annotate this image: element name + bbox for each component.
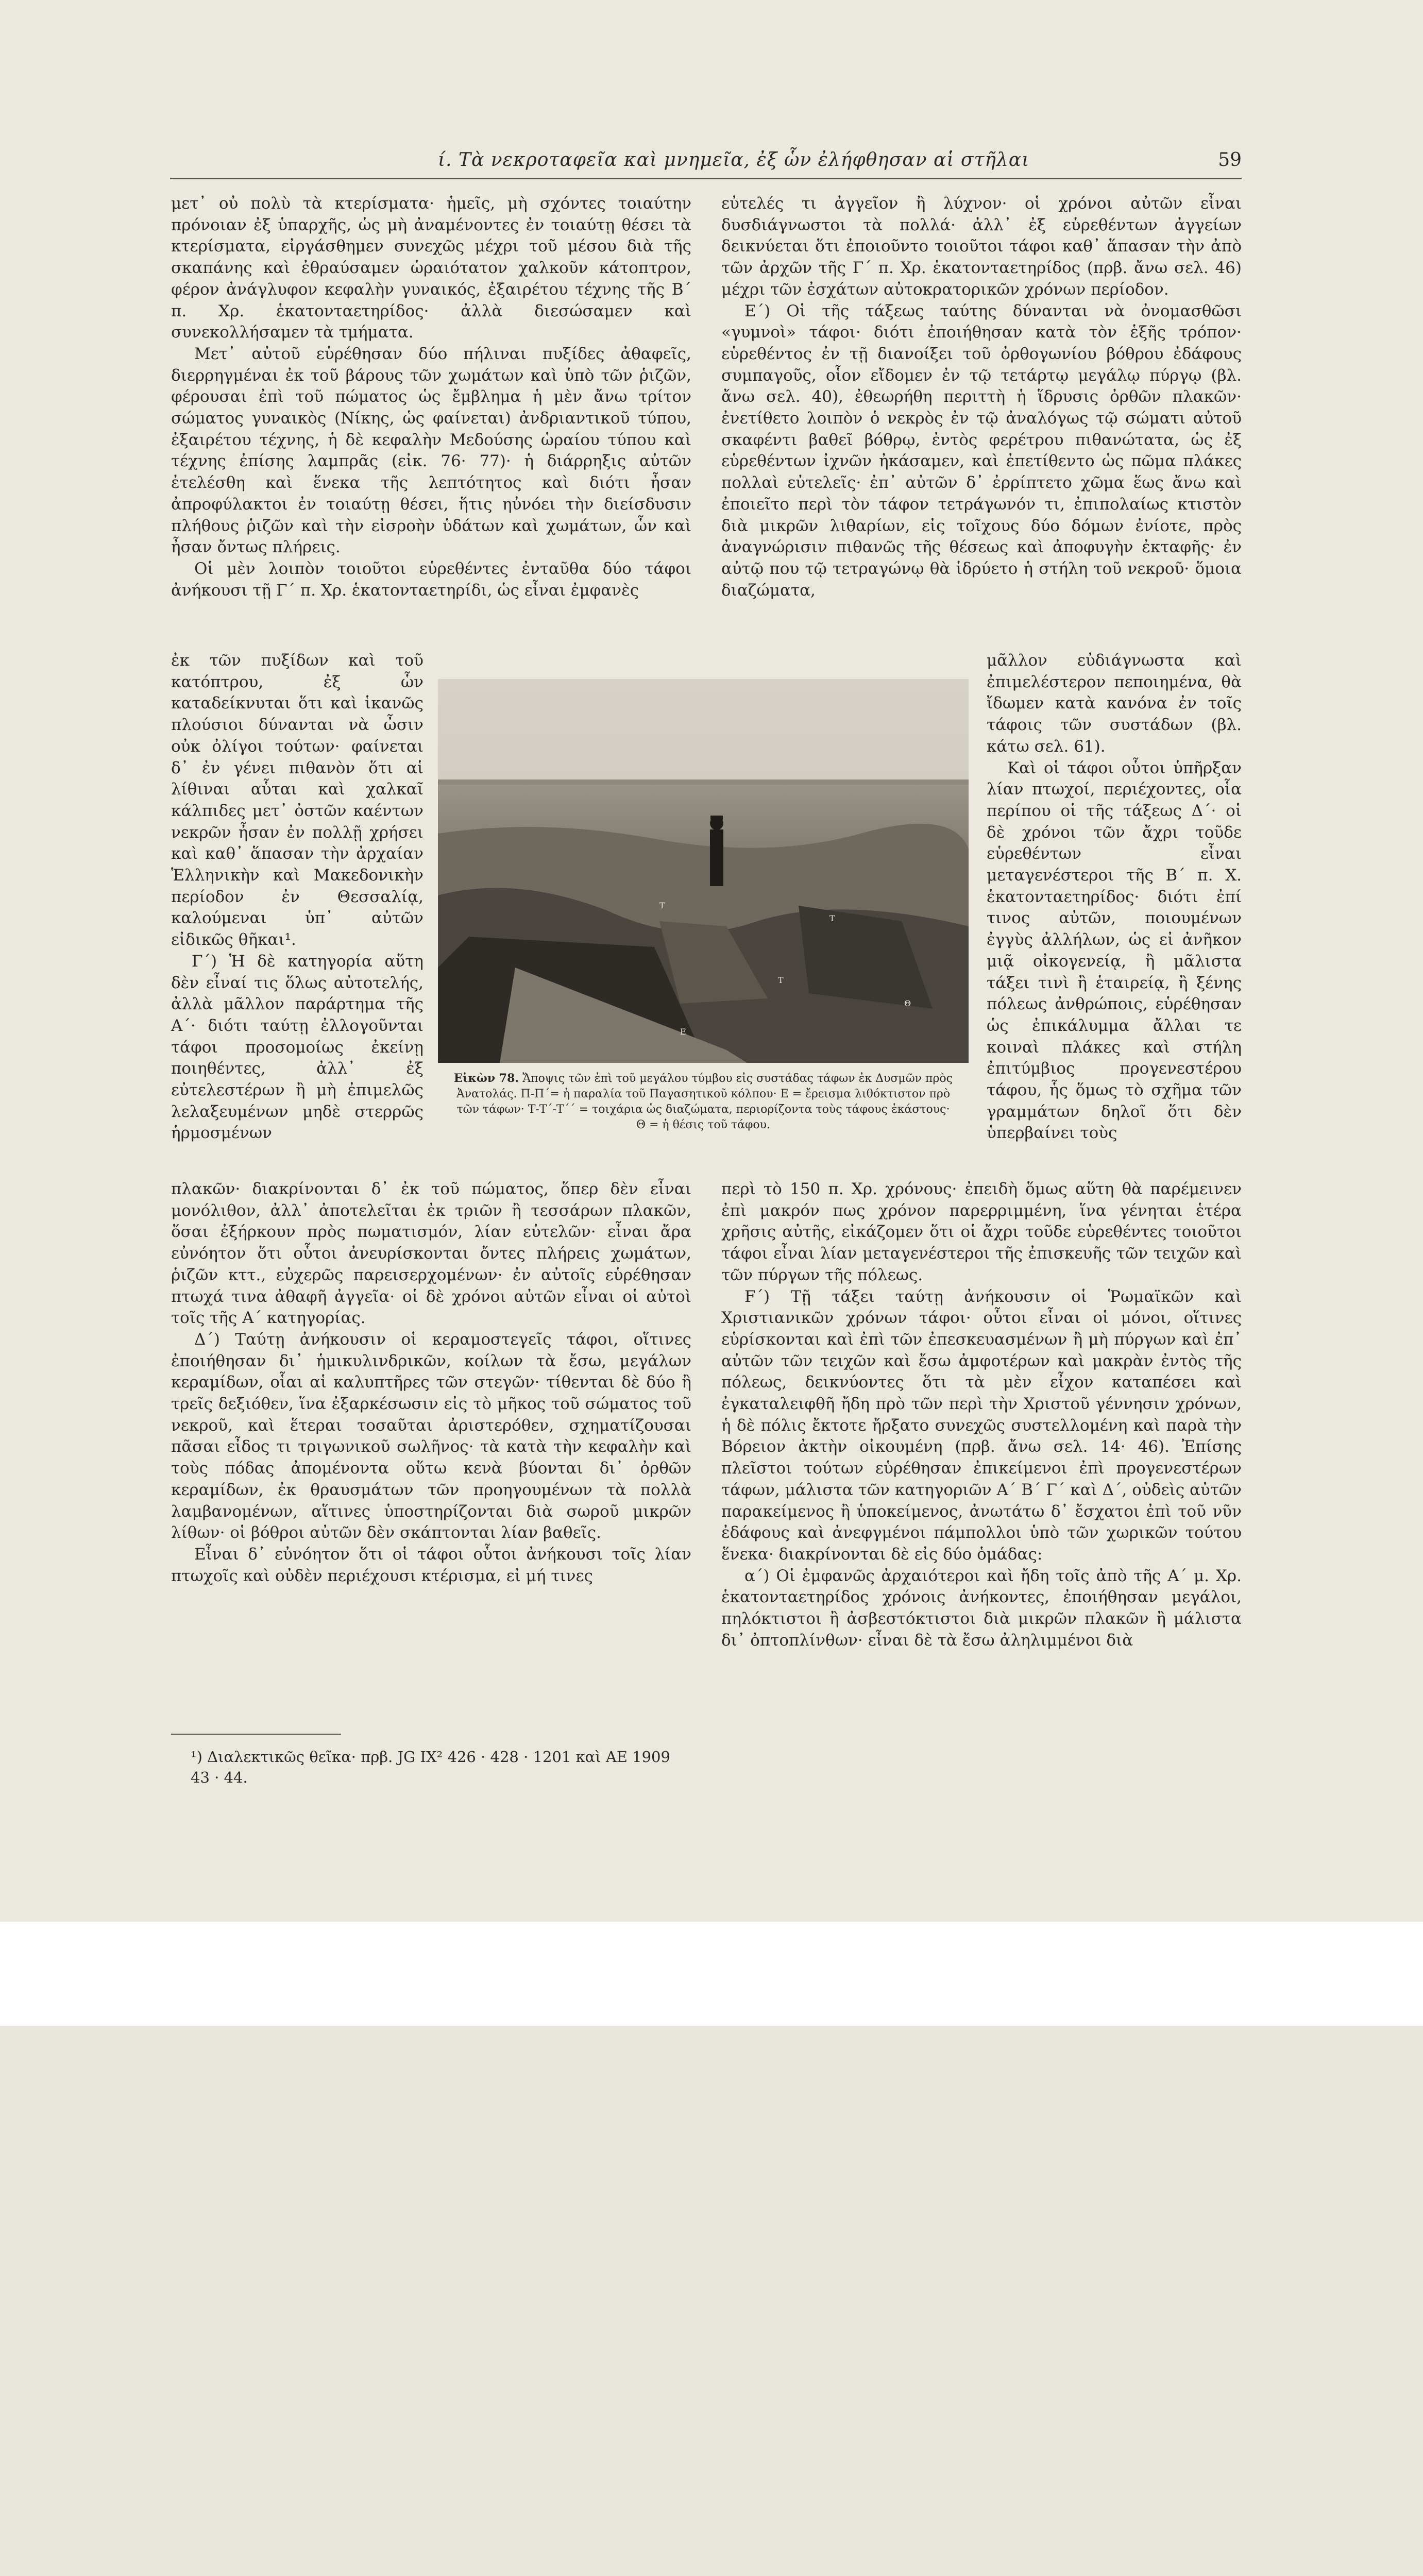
figure-caption bbox=[453, 1071, 953, 1133]
photo-mark: Θ bbox=[904, 998, 911, 1008]
paragraph: περὶ τὸ 150 π. Χρ. χρόνους· ἐπειδὴ ὅμως αὕτη θὰ παρέμεινεν ἐπὶ μακρόν πως χρόνον παρερριμμένη, ἵνα γένηται ἑτέρα χρῆσις αὐτῆς, εἰκάζομεν ὅτι οἱ ἄχρι τοῦδε εὑρεθέντες τοιοῦτοι τάφοι εἶναι λίαν μεταγενέστεροι τῆς ἐπισκευῆς τῶν τειχῶν καὶ τῶν πύργων τῆς πόλεως. bbox=[721, 1180, 1242, 1284]
paragraph: μᾶλλον εὐδιάγνωστα καὶ ἐπιμελέστερον πεποιημένα, θὰ ἴδωμεν κατὰ κανόνα ἐν τοῖς τάφοις τῶν συστάδων (βλ. κάτω σελ. 61). bbox=[987, 651, 1242, 756]
paragraph: Μετ᾽ αὐτοῦ εὑρέθησαν δύο πήλιναι πυξίδες ἀθαφεῖς, διερρηγμέναι ἐκ τοῦ βάρους τῶν χωμάτων καὶ ὑπὸ τῶν ῥιζῶν, φέρουσαι ἐπὶ τοῦ πώματος ὡς ἔμβλημα ἡ μὲν ἄνω τρίτον σώματος γυναικὸς (Νίκης, ὡς φαίνεται) ἀνδριαντικοῦ τύπου, ἐξαιρέτου τέχνης, ἡ δὲ κεφαλὴν Μεδούσης ὡραίου τύπου καὶ τέχνης ἐπίσης λαμπρᾶς (εἰκ. 76· 77)· ἡ διάρρηξις αὐτῶν ἐτελέσθη καὶ ἕνεκα τῆς λεπτότητος καὶ διότι ἦσαν ἀπροφύλακτοι ἐν τοιαύτῃ θέσει, ἥτις ηὐνόει τὴν διείσδυσιν πλήθους ῥιζῶν καὶ τὴν εἰσροὴν ὑδάτων καὶ χωμάτων, ὧν καὶ ἦσαν ὄντως πλήρεις. bbox=[171, 344, 691, 557]
paragraph: Δ΄) Ταύτῃ ἀνήκουσιν οἱ κεραμοστεγεῖς τάφοι, οἵτινες ἐποιήθησαν δι᾽ ἡμικυλινδρικῶν, κοίλων τὰ ἔσω, μεγάλων κεραμίδων, οἷαι αἱ καλυπτῆρες τῶν στεγῶν· τίθενται δὲ δύο ἢ τρεῖς δεξιόθεν, ἵνα ἐξαρκέσωσιν εἰς τὸ μῆκος τοῦ σώματος τοῦ νεκροῦ, καὶ ἕτεραι τοσαῦται ἀριστερόθεν, σχηματίζουσαι πᾶσαι εἶδος τι τριγωνικοῦ σωλῆνος· τὰ κατὰ τὴν κεφαλὴν καὶ τοὺς πόδας ἀπομένοντα οὕτω κενὰ βύονται δι᾽ ὀρθῶν κεραμίδων, ἐκ θραυσμάτων τῶν προηγουμένων τὰ πολλὰ λαμβανομένων, αἵτινες ὑποστηρίζονται διὰ σωροῦ μικρῶν λίθων· οἱ βόθροι αὐτῶν δὲν σκάπτονται λίαν βαθεῖς. bbox=[171, 1330, 691, 1543]
paragraph: Ε΄) Οἱ τῆς τάξεως ταύτης δύνανται νὰ ὀνομασθῶσι «γυμνοὶ» τάφοι· διότι ἐποιήθησαν κατὰ τὸν ἑξῆς τρόπον· εὑρεθέντος ἐν τῇ διανοίξει τοῦ ὀρθογωνίου βόθρου ἐδάφους συμπαγοῦς, οἷον εἴδομεν ἐν τῷ τετάρτῳ μεγάλῳ πύργῳ (βλ. ἄνω σελ. 40), ἐθεωρήθη περιττὴ ἡ ἵδρυσις ὀρθῶν πλακῶν· ἐνετίθετο λοιπὸν ὁ νεκρὸς ἐν τῷ ἀναλόγως τῷ σώματι αὐτοῦ σκαφέντι βαθεῖ βόθρῳ, ἐντὸς φερέτρου πιθανώτατα, ὡς ἐξ εὑρεθέντων ἰχνῶν ἠκάσαμεν, καὶ ἐπετίθεντο ὡς πῶμα πλάκες πολλαὶ εὐτελεῖς· ἐπ᾽ αὐτῶν δ᾽ ἐρρίπτετο χῶμα ἕως ἄνω καὶ ἐποιεῖτο περὶ τὸν τάφον τετράγωνόν τι, ἐπιπολαίως κτιστὸν διὰ μικρῶν λιθαρίων, εἰς τοῖχους δύο δόμων ἐνίοτε, πρὸς ἀναγνώρισιν πιθανῶς τῆς θέσεως καὶ ἀποφυγὴν ἐκταφῆς· ἐν αὐτῷ που τῷ τετραγώνῳ θὰ ἱδρύετο ἡ στήλη τοῦ νεκροῦ· ὅμοια διαζώματα, bbox=[721, 301, 1242, 600]
figure-label: Εἰκὼν 78. bbox=[454, 1072, 519, 1085]
photo-mark: Τ bbox=[659, 901, 665, 910]
paragraph: μετ᾽ οὐ πολὺ τὰ κτερίσματα· ἡμεῖς, μὴ σχόντες τοιαύτην πρόνοιαν ἐξ ὑπαρχῆς, ὡς μὴ ἀναμένοντες ἐν τοιαύτῃ θέσει τὰ κτερίσματα, εἰργάσθημεν συνεχῶς μέχρι τοῦ μέσου διὰ τῆς σκαπάνης καὶ ἐθραύσαμεν ὡραιότατον χαλκοῦν κάτοπτρον, φέρον ἀνάγλυφον κεφαλὴν γυναικός, ἐξαιρέτου τέχνης τῆς Β΄ π. Χρ. ἑκατονταετηρίδος· ἀλλὰ διεσώσαμεν καὶ συνεκολλήσαμεν τὰ τμήματα. bbox=[171, 194, 691, 342]
footnote-rule bbox=[171, 1734, 341, 1735]
paragraph: Εἶναι δ᾽ εὐνόητον ὅτι οἱ τάφοι οὗτοι ἀνήκουσι τοῖς λίαν πτωχοῖς καὶ οὐδὲν περιέχουσι κτέρισμα, εἰ μή τινες bbox=[171, 1545, 691, 1585]
paragraph: Καὶ οἱ τάφοι οὗτοι ὑπῆρξαν λίαν πτωχοί, περιέχοντες, οἷα περίπου οἱ τῆς τάξεως Δ΄· οἱ δὲ χρόνοι τῶν ἄχρι τοῦδε εὑρεθέντων εἶναι μεταγενέστεροι τῆς Β΄ π. Χ. ἑκατονταετηρίδος· διότι ἐπί τινος αὐτῶν, ποιουμένων ἐγγὺς ἀλλήλων, ὡς εἰ ἀνῆκον μιᾷ οἰκογενείᾳ, ἢ μᾶλιστα τάξει τινὶ ἢ ἑταιρείᾳ, ἢ ξένης πόλεως ἀνθρώποις, εὑρέθησαν ὡς ἐπικάλυμμα ἄλλαι τε κοιναὶ πλάκες καὶ στήλη ἐπιτύμβιος προγενεστέρου τάφου, ἧς ὅμως τὸ σχῆμα τῶν γραμμάτων δηλοῖ ὅτι δὲν ὑπερβαίνει τοὺς bbox=[987, 758, 1242, 1143]
paragraph: ἐκ τῶν πυξίδων καὶ τοῦ κατόπτρου, ἐξ ὧν καταδείκνυται ὅτι καὶ ἱκανῶς πλούσιοι δύνανται νὰ ὦσιν οὐκ ὀλίγοι τούτων· φαίνεται δ᾽ ἐν γένει πιθανὸν ὅτι αἱ λίθιναι αὗται καὶ χαλκαῖ κάλπιδες μετ᾽ ὀστῶν καέντων νεκρῶν ἦσαν ἐν πολλῇ χρήσει καὶ καθ᾽ ἅπασαν τὴν ἀρχαίαν Ἑλληνικὴν καὶ Μακεδονικὴν περίοδον ἐν Θεσσαλίᾳ, καλούμεναι ὑπ᾽ αὐτῶν εἰδικῶς θῆκαι¹. bbox=[171, 651, 423, 950]
right-column-bottom bbox=[721, 1179, 1242, 1651]
paragraph: εὐτελές τι ἀγγεῖον ἢ λύχνον· οἱ χρόνοι αὐτῶν εἶναι δυσδιάγνωστοι τὰ πολλά· ἀλλ᾽ ἐξ εὑρεθέντων ἀγγείων δεικνύεται ὅτι ἐποιοῦντο τοιοῦτοι τάφοι καθ᾽ ἅπασαν τὴν ἀπὸ τῶν ἀρχῶν τῆς Γ΄ π. Χρ. ἑκατονταετηρίδος (πρβ. ἄνω σελ. 46) μέχρι τῶν ἐσχάτων αὐτοκρατορικῶν χρόνων περίοδον. bbox=[721, 194, 1242, 299]
footnote: ¹) Διαλεκτικῶς θεῖκα· πρβ. JG IX² 426 · 428 · 1201 καὶ ΑΕ 1909 43 · 44. bbox=[191, 1748, 670, 1786]
header-rule bbox=[170, 178, 1242, 179]
left-narrow-column bbox=[171, 650, 423, 1144]
paragraph: α΄) Οἱ ἐμφανῶς ἀρχαιότεροι καὶ ἤδη τοῖς ἀπὸ τῆς Α΄ μ. Χρ. ἑκατονταετηρίδος χρόνοις ἀνήκοντες, ἐποιήθησαν μεγάλοι, πηλόκτιστοι ἢ ἀσβεστόκτιστοι διὰ μικρῶν πλακῶν ἢ μάλιστα δι᾽ ὀπτοπλίνθων· εἶναι δὲ τὰ ἔσω ἀληλιμμένοι διὰ bbox=[721, 1566, 1242, 1650]
photo-mark: Ε bbox=[680, 1027, 686, 1037]
left-column-bottom bbox=[171, 1179, 691, 1587]
photo-mark: Τ bbox=[829, 913, 835, 923]
right-narrow-column bbox=[987, 650, 1242, 1144]
figure-caption-text: Ἄποψις τῶν ἐπὶ τοῦ μεγάλου τύμβου εἰς συστάδας τάφων ἐκ Δυσμῶν πρὸς Ἀνατολάς. Π-Π΄= ἡ παραλία τοῦ Παγασητικοῦ κόλπου· Ε = ἔρεισμα λιθόκτιστον πρὸ τῶν τάφων· Τ-Τ΄-Τ΄΄ = τοιχάρια ὡς διαζώματα, περιορίζοντα τοὺς τάφους ἑκάστους· Θ = ἡ θέσις τοῦ τάφου. bbox=[456, 1072, 953, 1131]
footer-bar bbox=[0, 1922, 1423, 2026]
paragraph: Οἱ μὲν λοιπὸν τοιοῦτοι εὑρεθέντες ἐνταῦθα δύο τάφοι ἀνήκουσι τῇ Γ΄ π. Χρ. ἑκατονταετηρίδι, ὡς εἶναι ἐμφανὲς bbox=[171, 559, 691, 600]
page-number: 59 bbox=[1218, 149, 1242, 171]
running-header bbox=[170, 149, 1242, 180]
running-title: ί. Τὰ νεκροταφεῖα καὶ μνημεῖα, ἐξ ὧν ἐλήφθησαν αἱ στῆλαι bbox=[438, 149, 1030, 171]
left-column-top bbox=[171, 193, 691, 601]
paragraph: F΄) Τῇ τάξει ταύτῃ ἀνήκουσιν οἱ Ῥωμαϊκῶν καὶ Χριστιανικῶν χρόνων τάφοι· οὗτοι εἶναι οἱ μόνοι, οἵτινες εὑρίσκονται καὶ ἐπὶ τῶν ἐπεσκευασμένων ἢ μὴ πύργων καὶ ἐπ᾽ αὐτῶν τῶν τειχῶν καὶ ἔσω ἀμφοτέρων καὶ μακρὰν ἐντὸς τῆς πόλεως, δεικνύοντες ὅτι τὰ μὲν εἶχον καταπέσει καὶ ἐγκαταλειφθῆ ἤδη πρὸ τῶν περὶ τὴν Χριστοῦ γέννησιν χρόνων, ἡ δὲ πόλις ἔκτοτε ἤρξατο συνεχῶς συστελλομένη καὶ παρὰ τὴν Βόρειον ἀκτὴν οἰκουμένη (πρβ. ἄνω σελ. 14· 46). Ἐπίσης πλεῖστοι τούτων εὑρέθησαν ἐπικείμενοι ἐπὶ προγενεστέρων τάφων, μάλιστα τῶν κατηγοριῶν Α΄ Β΄ Γ΄ καὶ Δ΄, οὐδεὶς αὐτῶν παρακείμενος ἢ ὑποκείμενος, ἀνωτάτω δ᾽ ἔσχατοι ἐπὶ τοῦ νῦν ἐδάφους καὶ ἀνεφγμένοι πάμπολλοι ὑπὸ τῶν χωρικῶν τούτου ἕνεκα· διακρίνονται δὲ εἰς δύο ὁμάδας: bbox=[721, 1287, 1242, 1564]
paragraph: Γ΄) Ἡ δὲ κατηγορία αὕτη δὲν εἶναί τις ὅλως αὐτοτελής, ἀλλὰ μᾶλλον παράρτημα τῆς Α΄· διότι ταύτῃ ἐλλογοῦνται τάφοι προσομοίως ἐκείνῃ ποιηθέντες, ἀλλ᾽ ἐξ εὐτελεστέρων ἢ μὴ ἐπιμελῶς λελαξευμένων μηδὲ στερρῶς ἡρμοσμένων bbox=[171, 952, 423, 1143]
right-column-top bbox=[721, 193, 1242, 601]
paragraph: πλακῶν· διακρίνονται δ᾽ ἐκ τοῦ πώματος, ὅπερ δὲν εἶναι μονόλιθον, ἀλλ᾽ ἀποτελεῖται ἐκ τριῶν ἢ τεσσάρων πλακῶν, ὅσαι ἐξήρκουν πρὸς πωματισμόν, λίαν εὐτελῶν· εἶναι ἄρα εὐνόητον ὅτι οὗτοι ἀνευρίσκονται ὄντες πλήρεις χωμάτων, ῥιζῶν κττ., εὐχερῶς παρεισερχομένων· ἐν αὐτοῖς εὑρέθησαν πτωχά τινα ἀθαφῆ ἀγγεῖα· οἱ δὲ χρόνοι αὐτῶν εἶναι οἱ αὐτοὶ τοῖς τῆς Α΄ κατηγορίας. bbox=[171, 1180, 691, 1328]
photo-mark: Τ bbox=[778, 975, 784, 985]
photo-illustration bbox=[438, 679, 969, 1063]
excavation-photograph bbox=[438, 679, 969, 1063]
